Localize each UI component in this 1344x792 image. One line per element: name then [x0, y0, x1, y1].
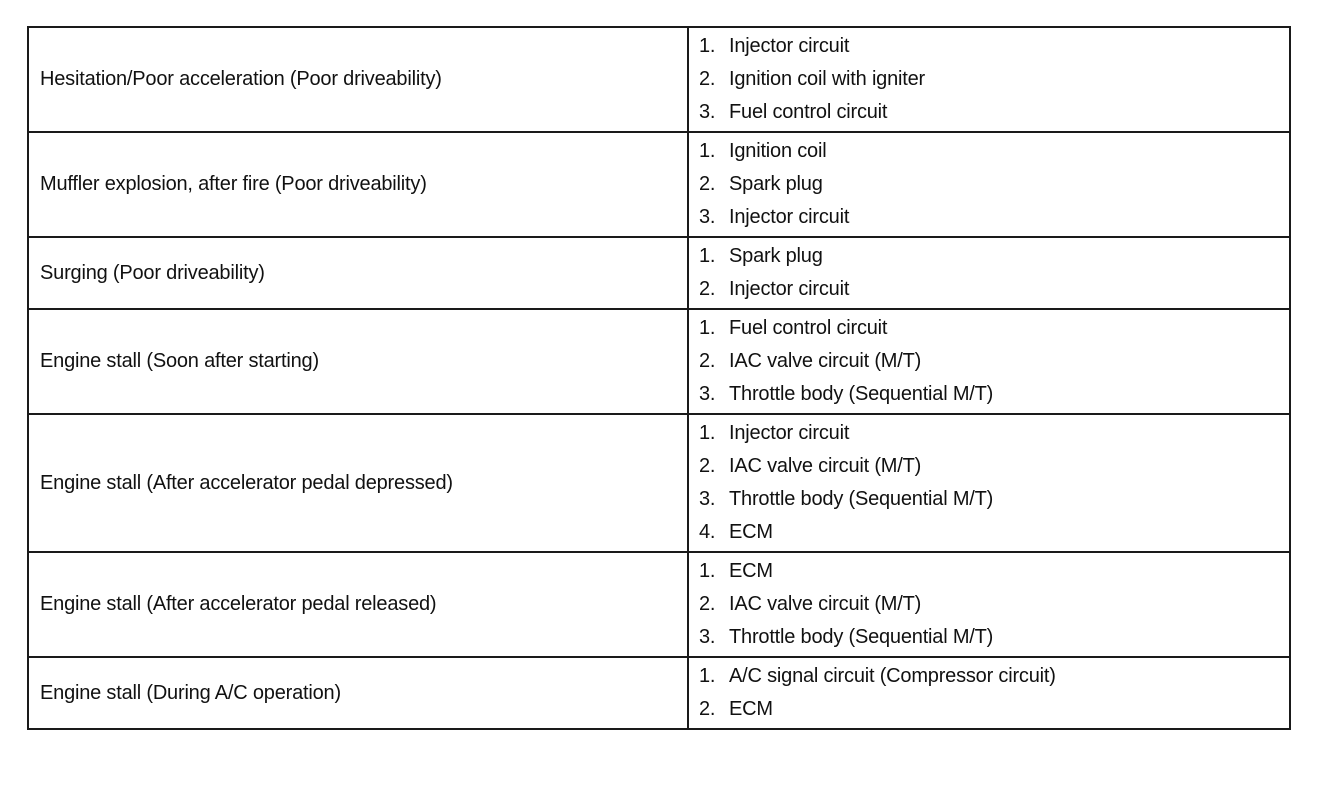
- cause-item: [699, 483, 1289, 516]
- causes-cell: [688, 132, 1290, 237]
- cause-text: Fuel control circuit: [729, 317, 888, 339]
- cause-text: ECM: [729, 521, 773, 543]
- cause-item: [699, 312, 1289, 345]
- cause-number: 3.: [699, 206, 716, 228]
- cause-list: [699, 28, 1289, 131]
- cause-number: 1.: [699, 560, 716, 582]
- cause-text: IAC valve circuit (M/T): [729, 350, 922, 372]
- symptom-cell: Muffler explosion, after fire (Poor driveability): [28, 132, 688, 237]
- cause-item: [699, 621, 1289, 654]
- cause-text: Injector circuit: [729, 422, 850, 444]
- cause-item: [699, 693, 1289, 726]
- cause-text: Throttle body (Sequential M/T): [729, 626, 994, 648]
- table-row: [28, 237, 1290, 309]
- causes-cell: [688, 657, 1290, 729]
- causes-cell: [688, 237, 1290, 309]
- cause-text: Ignition coil with igniter: [729, 68, 926, 90]
- table-row: [28, 414, 1290, 552]
- cause-text: Fuel control circuit: [729, 101, 888, 123]
- cause-text: IAC valve circuit (M/T): [729, 593, 922, 615]
- cause-number: 2.: [699, 68, 716, 90]
- cause-text: Throttle body (Sequential M/T): [729, 488, 994, 510]
- cause-item: [699, 378, 1289, 411]
- cause-number: 2.: [699, 173, 716, 195]
- cause-list: [699, 133, 1289, 236]
- cause-item: [699, 660, 1289, 693]
- cause-text: ECM: [729, 560, 773, 582]
- table-row: [28, 309, 1290, 414]
- cause-text: Injector circuit: [729, 278, 850, 300]
- cause-item: [699, 240, 1289, 273]
- cause-item: [699, 345, 1289, 378]
- cause-item: [699, 588, 1289, 621]
- cause-text: Throttle body (Sequential M/T): [729, 383, 994, 405]
- cause-text: IAC valve circuit (M/T): [729, 455, 922, 477]
- cause-number: 2.: [699, 455, 716, 477]
- cause-item: [699, 96, 1289, 129]
- causes-cell: [688, 309, 1290, 414]
- symptom-cell: Engine stall (After accelerator pedal depressed): [28, 414, 688, 552]
- cause-number: 1.: [699, 422, 716, 444]
- cause-text: Spark plug: [729, 245, 823, 267]
- cause-list: [699, 658, 1289, 728]
- cause-number: 1.: [699, 245, 716, 267]
- cause-list: [699, 553, 1289, 656]
- cause-number: 2.: [699, 350, 716, 372]
- cause-number: 2.: [699, 698, 716, 720]
- table-row: [28, 132, 1290, 237]
- cause-item: [699, 63, 1289, 96]
- cause-text: Injector circuit: [729, 35, 850, 57]
- cause-text: A/C signal circuit (Compressor circuit): [729, 665, 1056, 687]
- symptom-cause-table: [27, 26, 1291, 730]
- table-body: [28, 27, 1290, 729]
- cause-item: [699, 273, 1289, 306]
- table-row: [28, 27, 1290, 132]
- cause-text: Spark plug: [729, 173, 823, 195]
- cause-item: [699, 516, 1289, 549]
- causes-cell: [688, 27, 1290, 132]
- cause-list: [699, 310, 1289, 413]
- cause-text: Injector circuit: [729, 206, 850, 228]
- cause-item: [699, 30, 1289, 63]
- symptom-cell: Surging (Poor driveability): [28, 237, 688, 309]
- cause-number: 3.: [699, 101, 716, 123]
- cause-item: [699, 417, 1289, 450]
- cause-number: 3.: [699, 488, 716, 510]
- cause-number: 1.: [699, 35, 716, 57]
- symptom-cell: Engine stall (Soon after starting): [28, 309, 688, 414]
- cause-list: [699, 415, 1289, 551]
- cause-number: 3.: [699, 383, 716, 405]
- cause-number: 1.: [699, 140, 716, 162]
- cause-text: Ignition coil: [729, 140, 827, 162]
- cause-number: 2.: [699, 593, 716, 615]
- cause-list: [699, 238, 1289, 308]
- cause-number: 2.: [699, 278, 716, 300]
- symptom-cell: Engine stall (During A/C operation): [28, 657, 688, 729]
- cause-number: 3.: [699, 626, 716, 648]
- symptom-cell: Hesitation/Poor acceleration (Poor driveability): [28, 27, 688, 132]
- causes-cell: [688, 552, 1290, 657]
- cause-number: 1.: [699, 317, 716, 339]
- cause-item: [699, 168, 1289, 201]
- table-row: [28, 552, 1290, 657]
- table-row: [28, 657, 1290, 729]
- cause-number: 4.: [699, 521, 716, 543]
- causes-cell: [688, 414, 1290, 552]
- cause-text: ECM: [729, 698, 773, 720]
- cause-item: [699, 450, 1289, 483]
- cause-item: [699, 135, 1289, 168]
- cause-item: [699, 555, 1289, 588]
- cause-item: [699, 201, 1289, 234]
- symptom-cell: Engine stall (After accelerator pedal released): [28, 552, 688, 657]
- cause-number: 1.: [699, 665, 716, 687]
